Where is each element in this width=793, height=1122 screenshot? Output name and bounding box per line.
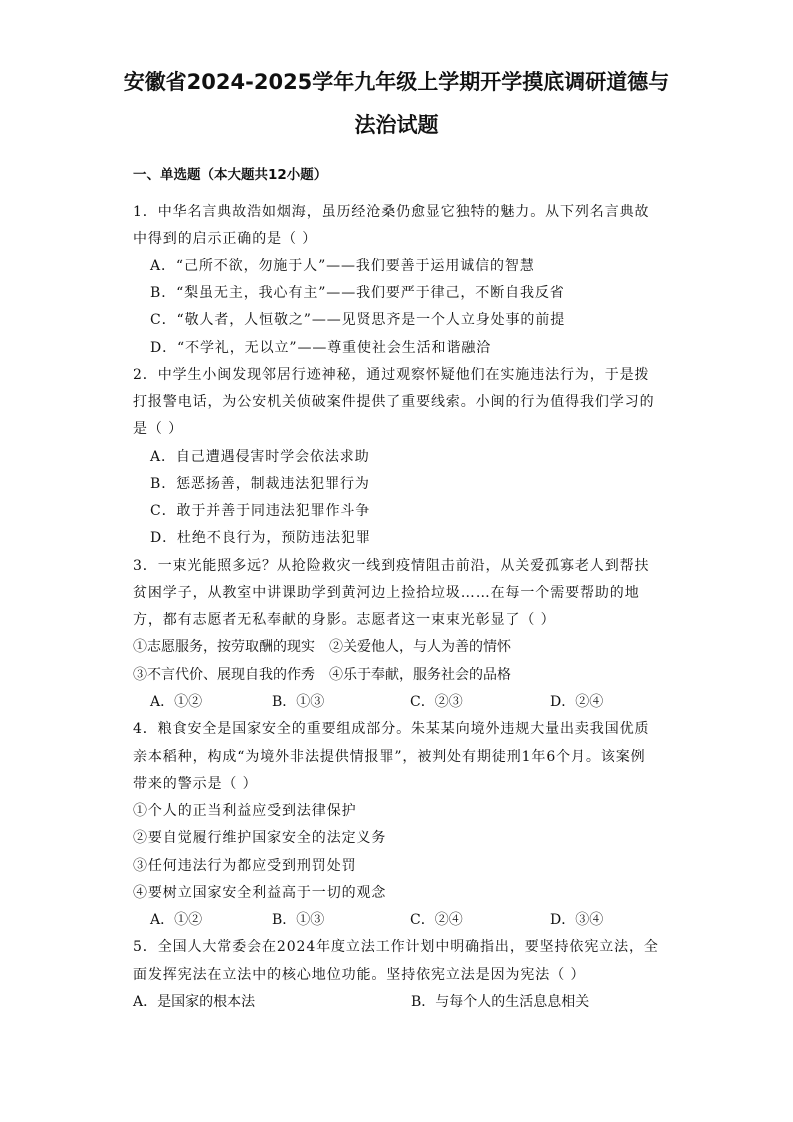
q3-choice-c: C．②③ xyxy=(410,694,463,710)
q1-option-d: D．“不学礼，无以立”——尊重使社会生活和谐融洽 xyxy=(150,340,492,356)
q4-choice-b: B．①③ xyxy=(272,912,325,928)
q3-statement-3: ③不言代价、展现自我的作秀 xyxy=(133,667,315,683)
q2-option-b: B．惩恶扬善，制裁违法犯罪行为 xyxy=(150,476,370,492)
q5-choice-b: B．与每个人的生活息息相关 xyxy=(411,994,590,1010)
q2-option-a: A．自己遭遇侵害时学会依法求助 xyxy=(150,449,370,465)
q1-option-a: A．“己所不欲，勿施于人”——我们要善于运用诚信的智慧 xyxy=(150,258,535,274)
q4-choice-c: C．②④ xyxy=(410,912,463,928)
q4-stem-line3: 带来的警示是（ ） xyxy=(133,776,258,792)
q4-statement-4: ④要树立国家安全利益高于一切的观念 xyxy=(133,885,387,901)
q4-statement-2: ②要自觉履行维护国家安全的法定义务 xyxy=(133,830,387,846)
q2-stem-line2: 打报警电话，为公安机关侦破案件提供了重要线索。小闽的行为值得我们学习的 xyxy=(133,394,655,410)
q3-statement-4: ④乐于奉献，服务社会的品格 xyxy=(329,667,511,683)
q2-stem-line1: 2．中学生小闽发现邻居行迹神秘，通过观察怀疑他们在实施违法行为，于是拨 xyxy=(133,367,650,383)
q4-choice-a: A．①② xyxy=(150,912,203,928)
q3-choice-a: A．①② xyxy=(150,694,203,710)
q5-stem-line2: 面发挥宪法在立法中的核心地位功能。坚持依宪立法是因为宪法（ ） xyxy=(133,967,586,983)
q1-stem-line1: 1．中华名言典故浩如烟海，虽历经沧桑仍愈显它独特的魅力。从下列名言典故 xyxy=(133,204,650,220)
q3-stem-line1: 3．一束光能照多远？从抢险救灾一线到疫情阻击前沿，从关爱孤寡老人到帮扶 xyxy=(133,558,650,574)
q3-statement-2: ②关爱他人，与人为善的情怀 xyxy=(329,639,511,655)
q5-choice-a: A．是国家的根本法 xyxy=(133,994,256,1010)
q1-option-b: B．“梨虽无主，我心有主”——我们要严于律己，不断自我反省 xyxy=(150,285,565,301)
q4-stem-line1: 4．粮食安全是国家安全的重要组成部分。朱某某向境外违规大量出卖我国优质 xyxy=(133,721,650,737)
q2-stem-line3: 是（ ） xyxy=(133,421,184,437)
doc-title-line2: 法治试题 xyxy=(354,113,439,137)
q1-option-c: C．“敬人者，人恒敬之”——见贤思齐是一个人立身处事的前提 xyxy=(150,312,566,328)
section-heading: 一、单选题（本大题共12小题） xyxy=(133,167,328,183)
q4-stem-line2: 亲本稻种，构成“为境外非法提供情报罪”，被判处有期徒刑1年6个月。该案例 xyxy=(133,749,646,765)
q3-choice-d: D．②④ xyxy=(550,694,604,710)
q3-statement-1: ①志愿服务，按劳取酬的现实 xyxy=(133,639,315,655)
q2-option-d: D．杜绝不良行为，预防违法犯罪 xyxy=(150,530,371,546)
q3-stem-line2: 贫困学子，从教室中讲课助学到黄河边上捡拾垃圾……在每一个需要帮助的地 xyxy=(133,585,640,601)
q2-option-c: C．敢于并善于同违法犯罪作斗争 xyxy=(150,503,371,519)
doc-title-line1: 安徽省2024-2025学年九年级上学期开学摸底调研道德与 xyxy=(123,70,670,94)
q4-statement-3: ③任何违法行为都应受到刑罚处罚 xyxy=(133,858,357,874)
q3-choice-b: B．①③ xyxy=(272,694,325,710)
q4-choice-d: D．③④ xyxy=(550,912,604,928)
q5-stem-line1: 5．全国人大常委会在2024年度立法工作计划中明确指出，要坚持依宪立法，全 xyxy=(133,939,659,955)
q4-statement-1: ①个人的正当利益应受到法律保护 xyxy=(133,803,357,819)
q1-stem-line2: 中得到的启示正确的是（ ） xyxy=(133,231,318,247)
q3-stem-line3: 方，都有志愿者无私奉献的身影。志愿者这一束束光彰显了（ ） xyxy=(133,612,556,628)
